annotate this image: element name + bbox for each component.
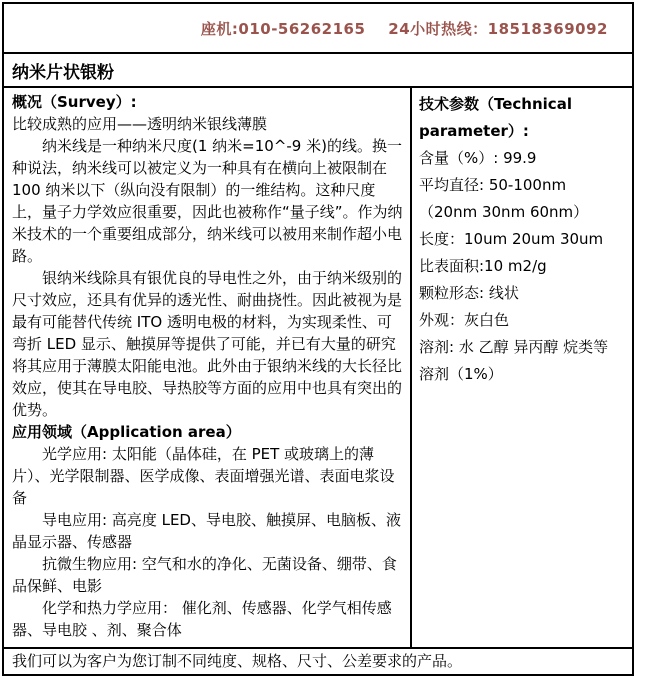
tech-param-row: 长度：10um 20um 30um	[419, 230, 604, 248]
content-row	[4, 88, 632, 647]
application-item: 导电应用: 高亮度 LED、导电胶、触摸屏、电脑板、液晶显示器、传感器	[12, 511, 401, 551]
tech-param-row: 外观：灰白色	[419, 311, 510, 329]
overview-paragraph: 银纳米线除具有银优良的导电性之外，由于纳米级别的尺寸效应，还具有优异的透光性、耐曲挠性。因此被视为是最有可能替代传统 ITO 透明电极的材料，为实现柔性、可弯折 LED 显示、触摸屏等提供了可能，并已有大量的研究将其应用于薄膜太阳能电池。此外由于银纳米线的大长径比效应，使其在导电胶、导热胶等方面的应用中也具有突出的优势。	[12, 269, 403, 419]
overview-heading: 概况（Survey）:	[12, 93, 137, 111]
application-item: 抗微生物应用: 空气和水的净化、无菌设备、绷带、食品保鲜、电影	[12, 555, 397, 595]
page-title: 纳米片状银粉	[12, 62, 114, 83]
application-item: 光学应用: 太阳能（晶体硅，在 PET 或玻璃上的薄片）、光学限制器、医学成像、表面增强光谱、表面电浆设备	[12, 445, 395, 507]
overview-section	[4, 88, 410, 647]
application-heading: 应用领域（Application area）	[12, 423, 241, 441]
tech-param-row: 溶剂: 水 乙醇 异丙醇 烷类等	[419, 338, 609, 356]
tech-param-row: 颗粒形态: 线状	[419, 284, 519, 302]
tech-param-row: 比表面积:10 m2/g	[419, 257, 547, 275]
tech-param-row: 含量（%）: 99.9	[419, 149, 537, 167]
tech-param-row: 溶剂（1%）	[419, 365, 503, 383]
document-table	[2, 2, 634, 676]
contact-bar	[4, 4, 632, 54]
footer-note: 我们可以为客户为您订制不同纯度、规格、尺寸、公差要求的产品。	[12, 652, 463, 670]
application-item: 化学和热力学应用： 催化剂、传感器、化学气相传感器、导电胶 、剂、聚合体	[12, 599, 392, 639]
footer-row	[4, 647, 632, 674]
contact-phone-text: 座机:010-56262165 24小时热线：18518369092	[200, 19, 608, 38]
overview-intro: 比较成熟的应用——透明纳米银线薄膜	[12, 115, 268, 133]
tech-params-heading: 技术参数（Technical parameter）:	[419, 95, 572, 140]
tech-param-row: （20nm 30nm 60nm）	[419, 203, 589, 221]
tech-params-section	[410, 88, 632, 647]
title-row	[4, 54, 632, 88]
overview-paragraph: 纳米线是一种纳米尺度(1 纳米=10^-9 米)的线。换一种说法，纳米线可以被定义为一种具有在横向上被限制在 100 纳米以下（纵向没有限制）的一维结构。这种尺度上，量子力学效应很重要，因此也被称作“量子线”。作为纳米技术的一个重要组成部分，纳米线可以被用来制作超小电路。	[12, 137, 403, 265]
tech-param-row: 平均直径: 50-100nm	[419, 176, 567, 194]
